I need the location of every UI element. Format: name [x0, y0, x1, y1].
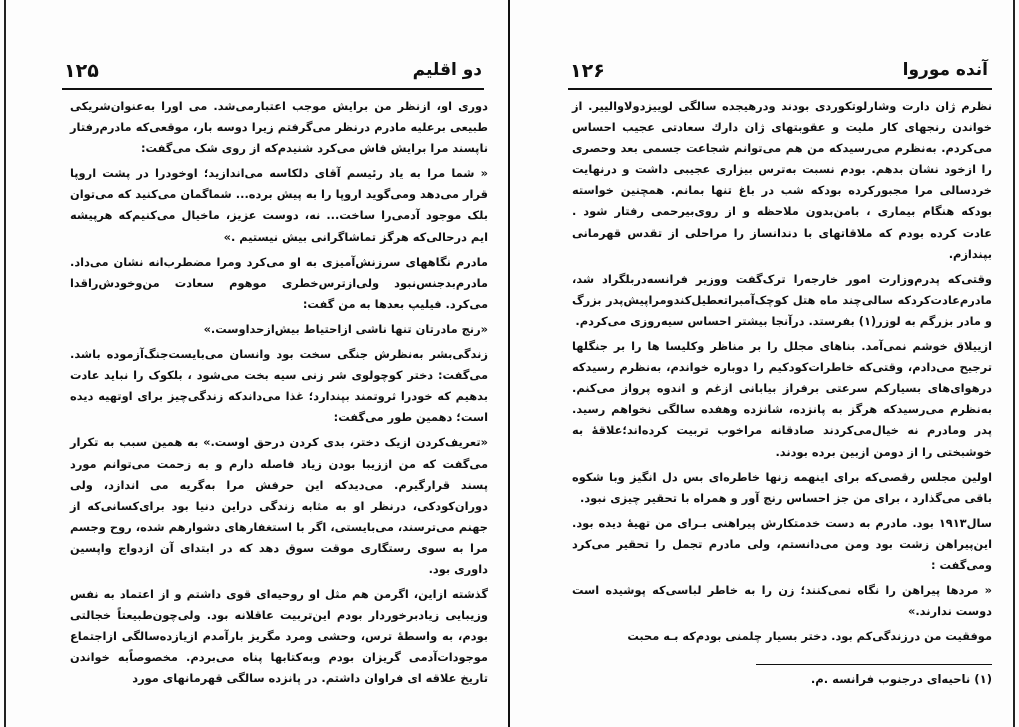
- header-rule: [62, 88, 484, 90]
- body-text: [572, 96, 992, 651]
- paragraph: موفقیت من درزندگی‌کم بود. دختر بسیار چلمنی بودم‌که بـه محبت: [627, 629, 992, 644]
- body-text: [70, 96, 488, 694]
- running-title: آنده مورو‌ا: [902, 60, 988, 80]
- paragraph: « مردها پیراهن را نگاه نمی‌کنند؛ زن را به خاطر لباسی‌که پوشیده است دوست ندارند.»: [572, 583, 992, 619]
- paragraph: زندگی‌بشر به‌نظرش جنگی سخت بود وانسان می‌بایست‌جنگ‌آزموده باشد. می‌گفت: دختر کوچولوی شر زنی سیه بخت می‌شود ، بلکوک را نباید عادت بدهیم که خودرا ثروتمند بپندارد؛ غذا می‌داندکه زندگی‌چیز برای اوتهیه دیده است؛ دهمین طور می‌گفت:: [70, 347, 488, 425]
- page-header: [570, 60, 988, 88]
- page-number: ۱۲۶: [570, 60, 605, 82]
- paragraph: «تعریف‌کردن ازیک دختر، بدی کردن درحق اوست.» به همین سبب به تکرار می‌گفت که من اززیبا بودن زیاد فاصله دارم و به زحمت می‌توانم مورد پسند قرارگیرم. می‌دیدکه این حرفش مرا به‌گریه می اندازد، ولی دوران‌کودکی، درنظر او به مثابه زندگی دراین دنیا بود برای‌کسانی‌که از جهنم می‌ترسند، می‌بایستی، اگر با استغفارهای دشوارهم شده، روح وجسم مرا به سوی رستگاری موقت سوق دهد که در ابتدای آن ازدواج واپسین داوری بود.: [70, 435, 488, 576]
- running-title: دو اقلیم: [412, 60, 482, 80]
- paragraph: ازییلاق خوشم نمی‌آمد. بناهای مجلل را بر مناظر وکلیسا ها را بر جنگلها ترجیح می‌دادم، وقتی‌که خاطرات‌کودکیم را دوباره خواندم، به‌نظرم رسیدکه درهوای‌های بسیارکم سرعتی برفراز بیابانی ازغم و اندوه پرواز می‌کنم. به‌نظرم می‌رسیدکه هرگز به پانزده، شانزده وهفده سالگی نخواهم رسید. پدر ومادرم نه خیال‌می‌کردند صادقانه مراخوب تربیت کرده‌اند؛علاقهٔ به خوشبختی را از دومن ازبین برده بودند.: [572, 339, 992, 459]
- left-page: [0, 0, 509, 727]
- footnote-rule: [756, 664, 992, 665]
- paragraph: «رنج مادرتان تنها ناشی ازاحتیاط بیش‌ازحداوست.»: [203, 321, 488, 336]
- paragraph: نظرم ژان دارت وشارلوتکوردی بودند ودرهیجده سالگی لوییزدولاوالییر. از خواندن رنجهای کار ملیت و عقوبتهای ژان دارك سعادتی عجیب احساس می‌کردم. به‌نظرم می‌رسیدکه من هم می‌توانم شجاعت جسمی بعد وحصری را ازخود نشان بدهم. بودم نسبت به‌ترس بیزاری عجیبی داشت و درنهایت خردسالی مرا مجبورکرده بودکه شب در باغ تنها بمانم. همچنین خواسته بودکه هنگام بیماری ، بامن‌بدون ملاحظه و از روی‌بیرحمی رفتار شود . عادت کرده بودم که ملاقاتهای با دندانساز را مراحلی از تقدس قهرمانی بپندازم.: [572, 99, 992, 261]
- paragraph: دوری او، ازنظر من برایش موجب اعتبارمی‌شد. می اورا به‌عنوان‌شریکی طبیعی برعلیه مادرم درنظر می‌گرفتم زیرا دوسه بار، موقعی‌که مادرم‌رفتار ناپسند مرا برایش فاش می‌کرد شنیدم‌که از روی شک می‌گفت:: [70, 99, 488, 156]
- paragraph: مادرم نگاههای سرزنش‌آمیزی به او می‌کرد ومرا مضطرب‌انه نشان می‌داد. مادرم‌بدجنس‌نبود ولی‌ازترس‌خطری موهوم سعادت من‌وخودش‌راقدا می‌کرد. فیلیپ بعدها به من گفت:: [70, 254, 488, 311]
- header-rule: [568, 88, 992, 90]
- page-number: ۱۲۵: [64, 60, 99, 82]
- paragraph: گذشته ازاین، اگرمن هم مثل او روحیه‌ای قوی داشتم و از اعتماد به نفس وزیبایی زیادبرخوردار بودم این‌تربیت عاقلانه بود. ولی‌چون‌طبیعتاً خجالتی بودم، به واسطهٔ ترس، وحشی ومرد مگریز بارآمدم ازیازده‌سالگی ازاجتماع موجودات‌آدمی گریزان بودم وبه‌کتابها پناه می‌بردم. مخصوصاًبه خواندن تاریخ علاقه ای فراوان داشتم. در پانزده سالگی قهرمانهای مورد: [70, 587, 488, 686]
- paragraph: اولین مجلس رقصی‌که برای اینهمه زنها خاطره‌ای بس دل انگیز وبا شکوه باقی می‌گذارد ، برای من جز احساس رنج آور و همراه با تحقیر چیزی نبود.: [572, 469, 992, 505]
- right-page: [510, 0, 1019, 727]
- footnote: (۱) ناحیه‌ای درجنوب فرانسه .م.: [810, 672, 992, 686]
- page-edge: [1013, 0, 1015, 727]
- page-header: [64, 60, 482, 88]
- page-edge: [4, 0, 6, 727]
- paragraph: سال۱۹۱۳ بود. مادرم به دست خدمتکارش پیراهنی بـرای من تهیهٔ دیده بود. این‌پیراهن زشت بود ومن می‌دانستم، ولی مادرم تجمل را تحقیر می‌کرد ومی‌گفت :: [572, 515, 992, 572]
- paragraph: « شما مرا به یاد رئیسم آقای دلکاسه می‌اندازید؛ اوخودرا در پشت اروپا قرار می‌دهد ومی‌گوید اروپا را به پیش برده... شماگمان می‌کنید که می‌توان بلک موجود آدمی‌را ساخت... نه، دوست عزیز، ماخیال می‌کنیم‌که هرپیشه ایم درحالی‌که هرگز تماشاگرانی بیش نیستیم .»: [70, 166, 488, 244]
- paragraph: وقتی‌که پدرم‌وزارت امور خارجه‌را ترک‌گفت ووزیر فرانسه‌دربلگراد شد، مادرم‌عادت‌کردکه سالی‌چند ماه هتل کوچک‌آمبر‌اتعطیل‌کندومرا‌پیش‌پدر بزرگ و مادر بزرگم به لوزر(۱) بفرستد. درآنجا بیشتر احساس سیه‌روزی می‌کردم.: [572, 271, 992, 328]
